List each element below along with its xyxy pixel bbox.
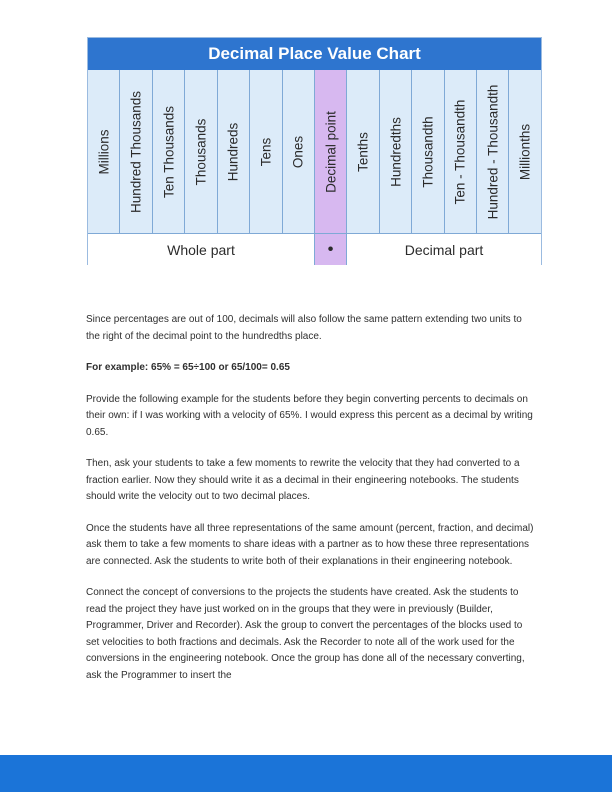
column-label: Ten - Thousandth [452,99,468,204]
column-hundredths [380,70,412,233]
column-thousands [185,70,217,233]
column-label: Decimal point [323,110,339,193]
column-label: Millions [96,128,112,175]
column-thousandth [412,70,444,233]
column-hundred-thousands [120,70,152,233]
column-tens [250,70,282,233]
column-ten-thousandth [445,70,477,233]
column-label: Tens [258,137,274,166]
column-label: Hundred Thousands [128,90,144,213]
column-label: Ten Thousands [161,105,177,198]
column-decimal-point [315,70,347,233]
column-label: Hundredths [388,116,403,187]
paragraph: Provide the following example for the students before they begin converting percents to decimals on their own: if I was working with a velocity of 65%. I would express this percent as a decimal by writing 0.65. [86,393,533,438]
paragraph: Connect the concept of conversions to the projects the students have created. Ask the students to read the project they have just worked on in the groups that they were in previously (Builder, Programmer, Driver and Recorder). Ask the group to convert the percentages of the blocks used to set velocities to both fractions and decimals. Ask the Recorder to note all of the work used for the conversions in the engineering notebook. Once the group has done all of the necessary converting, ask the Programmer to insert the [86,587,525,681]
column-ten-thousands [153,70,185,233]
example-line: For example: 65% = 65÷100 or 65/100= 0.65 [86,362,290,373]
column-label: Tenths [355,131,371,172]
column-hundred-thousandth [477,70,509,233]
column-label: Hundred - Thousandth [485,84,501,219]
column-tenths [347,70,379,233]
chart-title: Decimal Place Value Chart [88,38,541,70]
column-label: Hundreds [225,122,241,181]
column-label: Ones [290,135,306,168]
column-ones [283,70,315,233]
paragraph: Since percentages are out of 100, decimals will also follow the same pattern extending two units to the right of the decimal point to the hundredths place. [86,314,522,342]
decimal-place-value-chart [87,37,542,265]
decimal-part-label: Decimal part [404,241,484,258]
decimal-dot: • [315,234,347,265]
footer-bar [0,755,612,792]
paragraph: Then, ask your students to take a few moments to rewrite the velocity that they had converted to a fraction earlier. Now they should write it as a decimal in their engineering notebooks. The students should write the velocity out to two decimal places. [86,458,520,502]
part-labels-row [88,233,541,265]
whole-part-label: Whole part [88,234,315,265]
column-label: Thousands [193,118,209,185]
place-value-columns [88,70,541,233]
body-text [86,312,538,699]
column-millionths [509,70,540,233]
paragraph: Once the students have all three representations of the same amount (percent, fraction, and decimal) ask them to take a few moments to share ideas with a partner as to how these three representations are connected. Ask the students to write both of their explanations in their engineering notebook. [86,522,534,567]
column-label: Millionths [517,123,533,180]
column-hundreds [218,70,250,233]
column-millions [88,70,120,233]
column-label: Thousandth [420,115,436,188]
